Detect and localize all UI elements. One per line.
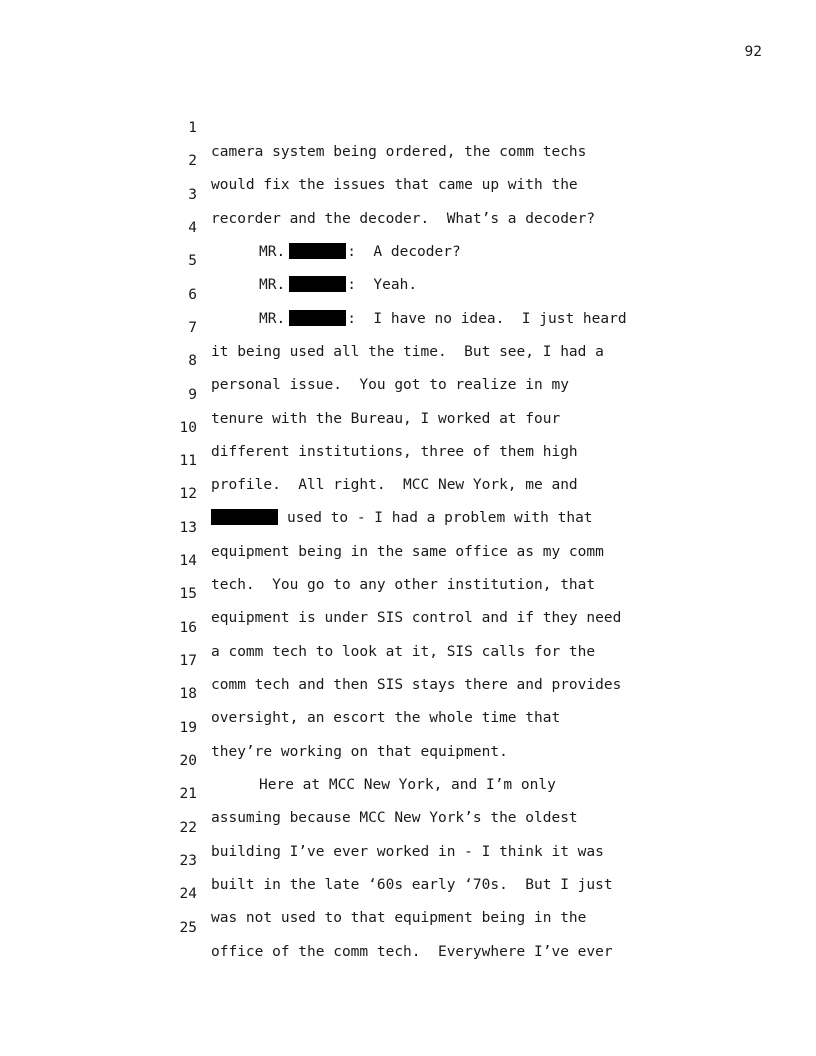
speaker-title: MR.: [259, 277, 286, 294]
line-text: recorder and the decoder. What’s a decoder?: [211, 210, 596, 227]
line-text: comm tech and then SIS stays there and provides: [211, 677, 622, 693]
line-text: personal issue. You got to realize in my: [211, 377, 569, 394]
transcript-line-9: [170, 359, 690, 427]
line-text: a comm tech to look at it, SIS calls for the: [211, 643, 596, 660]
line-number: 15: [179, 586, 197, 603]
transcript-line-23: [170, 825, 690, 893]
line-text: equipment being in the same office as my comm: [211, 543, 604, 560]
line-text: A decoder?: [355, 243, 461, 260]
line-number: 17: [179, 653, 197, 669]
line-text: built in the late ‘60s early ‘70s. But I just: [211, 876, 613, 893]
line-text: it being used all the time. But see, I had a: [211, 343, 604, 360]
transcript-line-6: [170, 259, 690, 327]
transcript-line-17: [170, 625, 690, 693]
transcript-line-11: [170, 425, 690, 494]
transcript-line-12: [170, 458, 690, 527]
line-text: would fix the issues that came up with the: [211, 177, 578, 194]
transcript-line-16: [170, 592, 690, 660]
transcript-line-22: [170, 792, 690, 860]
line-number: 23: [179, 852, 197, 869]
speaker-colon: :: [347, 277, 356, 294]
transcript-line-14: [170, 525, 690, 594]
transcript-line-20: [170, 725, 690, 793]
transcript-line-5: [170, 225, 690, 294]
line-number: 12: [179, 486, 197, 503]
line-number: 10: [179, 419, 197, 436]
line-number: 4: [188, 219, 197, 236]
transcript-line-18: [170, 658, 690, 727]
transcript-line-25: [170, 892, 690, 960]
line-text: building I’ve ever worked in - I think it was: [211, 843, 604, 860]
transcript-line-2: [170, 125, 690, 194]
line-text: was not used to that equipment being in the: [211, 910, 587, 927]
transcript-body: [170, 92, 690, 960]
line-number: 22: [179, 819, 197, 836]
transcript-line-7: [170, 292, 690, 360]
line-number: 19: [179, 719, 197, 736]
transcript-line-15: [170, 558, 690, 627]
transcript-line-3: [170, 159, 690, 227]
line-number: 3: [188, 186, 197, 203]
speaker-title: MR.: [259, 310, 286, 327]
transcript-line-10: [170, 392, 690, 460]
transcript-line-19: [170, 692, 690, 760]
line-number: 2: [188, 153, 197, 170]
speaker-colon: :: [347, 243, 356, 260]
line-number: 8: [188, 353, 197, 370]
line-text: tenure with the Bureau, I worked at four: [211, 410, 561, 427]
line-number: 11: [179, 453, 197, 470]
line-number: 18: [179, 686, 197, 703]
line-number: 1: [188, 120, 197, 136]
speaker-title: MR.: [259, 243, 286, 260]
line-number: 25: [179, 919, 197, 936]
transcript-line-21: [170, 758, 690, 827]
line-text: they’re working on that equipment.: [211, 743, 508, 760]
line-number: 20: [179, 752, 197, 769]
line-number: 21: [179, 786, 197, 803]
line-text: camera system being ordered, the comm techs: [211, 144, 587, 160]
line-number: 13: [179, 519, 197, 536]
speaker-colon: :: [347, 310, 356, 327]
transcript-line-13: [170, 492, 690, 560]
line-text: oversight, an escort the whole time that: [211, 710, 561, 727]
transcript-line-8: [170, 325, 690, 394]
line-number: 14: [179, 553, 197, 570]
line-text: profile. All right. MCC New York, me and: [211, 477, 578, 494]
line-text: Yeah.: [355, 277, 418, 294]
page-number: 92: [744, 44, 762, 60]
transcript-line-4: [170, 192, 690, 260]
line-text: assuming because MCC New York’s the oldest: [211, 810, 578, 827]
line-text: office of the comm tech. Everywhere I’ve ever: [211, 943, 613, 960]
line-text: equipment is under SIS control and if they need: [211, 610, 622, 627]
transcript-line-1: [170, 92, 690, 160]
line-number: 9: [188, 386, 197, 403]
line-text: different institutions, three of them high: [211, 443, 578, 460]
line-text: used to - I had a problem with that: [287, 510, 593, 527]
transcript-line-24: [170, 858, 690, 927]
line-text: tech. You go to any other institution, that: [211, 577, 596, 594]
line-number: 7: [188, 319, 197, 336]
line-text: Here at MCC New York, and I’m only: [259, 776, 556, 793]
line-text: I have no idea. I just heard: [355, 310, 627, 327]
line-number: 5: [188, 253, 197, 270]
line-number: 24: [179, 886, 197, 903]
line-number: 6: [188, 286, 197, 303]
line-number: 16: [179, 619, 197, 636]
